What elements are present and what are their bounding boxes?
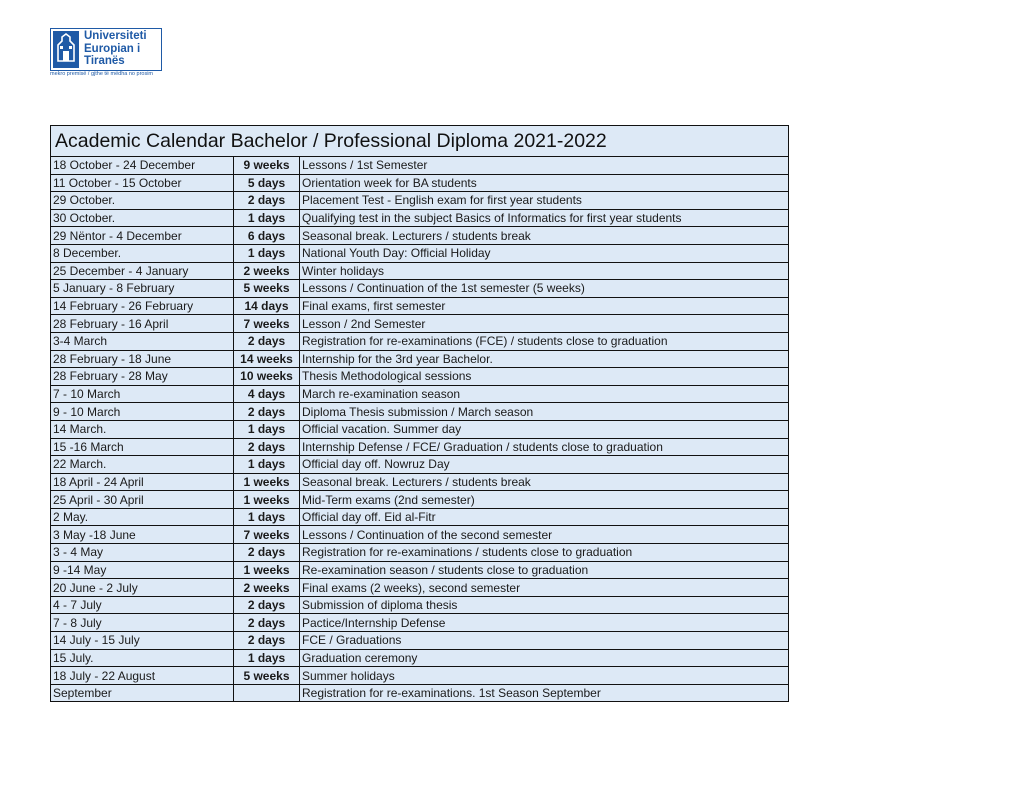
- table-row: [51, 596, 789, 614]
- duration-cell: 2 days: [234, 596, 300, 614]
- activity-cell: Re-examination season / students close to graduation: [300, 561, 789, 579]
- dates-cell: 4 - 7 July: [51, 596, 234, 614]
- duration-cell: 2 days: [234, 544, 300, 562]
- dates-cell: 7 - 8 July: [51, 614, 234, 632]
- duration-cell: 1 days: [234, 508, 300, 526]
- duration-cell: 1 weeks: [234, 473, 300, 491]
- dates-cell: 2 May.: [51, 508, 234, 526]
- logo-frame: [50, 28, 162, 71]
- activity-cell: Internship Defense / FCE/ Graduation / students close to graduation: [300, 438, 789, 456]
- table-row: [51, 403, 789, 421]
- duration-cell: 2 weeks: [234, 579, 300, 597]
- dates-cell: September: [51, 684, 234, 702]
- table-row: [51, 297, 789, 315]
- dates-cell: 15 -16 March: [51, 438, 234, 456]
- dates-cell: 15 July.: [51, 649, 234, 667]
- table-row: [51, 174, 789, 192]
- table-row: [51, 332, 789, 350]
- table-row: [51, 209, 789, 227]
- table-row: [51, 192, 789, 210]
- table-row: [51, 244, 789, 262]
- duration-cell: 1 days: [234, 244, 300, 262]
- table-row: [51, 473, 789, 491]
- activity-cell: Placement Test - English exam for first year students: [300, 192, 789, 210]
- dates-cell: 14 March.: [51, 420, 234, 438]
- duration-cell: 1 weeks: [234, 561, 300, 579]
- duration-cell: 7 weeks: [234, 315, 300, 333]
- activity-cell: Internship for the 3rd year Bachelor.: [300, 350, 789, 368]
- activity-cell: Graduation ceremony: [300, 649, 789, 667]
- activity-cell: Registration for re-examinations / students close to graduation: [300, 544, 789, 562]
- dates-cell: 11 October - 15 October: [51, 174, 234, 192]
- activity-cell: National Youth Day: Official Holiday: [300, 244, 789, 262]
- activity-cell: Final exams (2 weeks), second semester: [300, 579, 789, 597]
- activity-cell: Official day off. Eid al-Fitr: [300, 508, 789, 526]
- table-row: [51, 368, 789, 386]
- table-title: Academic Calendar Bachelor / Professional Diploma 2021-2022: [51, 126, 789, 157]
- dates-cell: 25 December - 4 January: [51, 262, 234, 280]
- activity-cell: Diploma Thesis submission / March season: [300, 403, 789, 421]
- table-row: [51, 667, 789, 685]
- duration-cell: 1 days: [234, 456, 300, 474]
- duration-cell: 1 days: [234, 420, 300, 438]
- duration-cell: 7 weeks: [234, 526, 300, 544]
- logo-name-line3: Tiranës: [84, 55, 125, 67]
- activity-cell: Qualifying test in the subject Basics of Informatics for first year students: [300, 209, 789, 227]
- dates-cell: 8 December.: [51, 244, 234, 262]
- logo-name-line2: Europian i: [84, 42, 141, 55]
- table-row: [51, 262, 789, 280]
- dates-cell: 18 October - 24 December: [51, 157, 234, 175]
- activity-cell: Summer holidays: [300, 667, 789, 685]
- activity-cell: Orientation week for BA students: [300, 174, 789, 192]
- duration-cell: [234, 684, 300, 702]
- activity-cell: Lessons / 1st Semester: [300, 157, 789, 175]
- dates-cell: 14 February - 26 February: [51, 297, 234, 315]
- table-row: [51, 350, 789, 368]
- table-row: [51, 438, 789, 456]
- dates-cell: 22 March.: [51, 456, 234, 474]
- table-row: [51, 315, 789, 333]
- dates-cell: 3-4 March: [51, 332, 234, 350]
- dates-cell: 18 April - 24 April: [51, 473, 234, 491]
- activity-cell: Final exams, first semester: [300, 297, 789, 315]
- dates-cell: 3 May -18 June: [51, 526, 234, 544]
- dates-cell: 14 July - 15 July: [51, 632, 234, 650]
- table-title-row: [51, 126, 789, 157]
- duration-cell: 2 days: [234, 438, 300, 456]
- duration-cell: 2 days: [234, 192, 300, 210]
- duration-cell: 1 days: [234, 209, 300, 227]
- activity-cell: Winter holidays: [300, 262, 789, 280]
- duration-cell: 14 weeks: [234, 350, 300, 368]
- table-row: [51, 227, 789, 245]
- duration-cell: 10 weeks: [234, 368, 300, 386]
- table-row: [51, 157, 789, 175]
- dates-cell: 29 October.: [51, 192, 234, 210]
- dates-cell: 28 February - 28 May: [51, 368, 234, 386]
- duration-cell: 2 days: [234, 632, 300, 650]
- logo-name-line1: Universiteti: [84, 30, 147, 42]
- table-row: [51, 649, 789, 667]
- table-row: [51, 561, 789, 579]
- table-row: [51, 579, 789, 597]
- activity-cell: Registration for re-examinations. 1st Season September: [300, 684, 789, 702]
- dates-cell: 28 February - 18 June: [51, 350, 234, 368]
- duration-cell: 2 days: [234, 614, 300, 632]
- duration-cell: 5 weeks: [234, 280, 300, 298]
- dates-cell: 25 April - 30 April: [51, 491, 234, 509]
- activity-cell: Official day off. Nowruz Day: [300, 456, 789, 474]
- duration-cell: 1 days: [234, 649, 300, 667]
- duration-cell: 9 weeks: [234, 157, 300, 175]
- activity-cell: Submission of diploma thesis: [300, 596, 789, 614]
- activity-cell: FCE / Graduations: [300, 632, 789, 650]
- activity-cell: Lesson / 2nd Semester: [300, 315, 789, 333]
- table-row: [51, 684, 789, 702]
- activity-cell: Lessons / Continuation of the 1st semester (5 weeks): [300, 280, 789, 298]
- table-row: [51, 385, 789, 403]
- duration-cell: 5 weeks: [234, 667, 300, 685]
- logo-building-icon: [53, 31, 79, 68]
- dates-cell: 7 - 10 March: [51, 385, 234, 403]
- dates-cell: 29 Nëntor - 4 December: [51, 227, 234, 245]
- activity-cell: Mid-Term exams (2nd semester): [300, 491, 789, 509]
- table-row: [51, 508, 789, 526]
- duration-cell: 6 days: [234, 227, 300, 245]
- table-row: [51, 526, 789, 544]
- duration-cell: 1 weeks: [234, 491, 300, 509]
- activity-cell: Pactice/Internship Defense: [300, 614, 789, 632]
- table-row: [51, 614, 789, 632]
- activity-cell: Lessons / Continuation of the second semester: [300, 526, 789, 544]
- logo-wordmark: [84, 30, 147, 68]
- university-logo: [50, 28, 162, 78]
- activity-cell: Thesis Methodological sessions: [300, 368, 789, 386]
- duration-cell: 14 days: [234, 297, 300, 315]
- table-row: [51, 280, 789, 298]
- table-row: [51, 491, 789, 509]
- dates-cell: 18 July - 22 August: [51, 667, 234, 685]
- dates-cell: 9 - 10 March: [51, 403, 234, 421]
- activity-cell: Registration for re-examinations (FCE) / students close to graduation: [300, 332, 789, 350]
- table-row: [51, 420, 789, 438]
- table-row: [51, 456, 789, 474]
- duration-cell: 2 days: [234, 403, 300, 421]
- activity-cell: Official vacation. Summer day: [300, 420, 789, 438]
- logo-tagline: mekro premisë / gjthe të mëdha no prosim: [50, 71, 154, 77]
- duration-cell: 4 days: [234, 385, 300, 403]
- dates-cell: 5 January - 8 February: [51, 280, 234, 298]
- academic-calendar-table: [50, 125, 789, 702]
- activity-cell: Seasonal break. Lecturers / students break: [300, 473, 789, 491]
- dates-cell: 9 -14 May: [51, 561, 234, 579]
- activity-cell: Seasonal break. Lecturers / students break: [300, 227, 789, 245]
- duration-cell: 5 days: [234, 174, 300, 192]
- dates-cell: 3 - 4 May: [51, 544, 234, 562]
- table-row: [51, 544, 789, 562]
- dates-cell: 20 June - 2 July: [51, 579, 234, 597]
- duration-cell: 2 weeks: [234, 262, 300, 280]
- dates-cell: 28 February - 16 April: [51, 315, 234, 333]
- duration-cell: 2 days: [234, 332, 300, 350]
- table-row: [51, 632, 789, 650]
- dates-cell: 30 October.: [51, 209, 234, 227]
- activity-cell: March re-examination season: [300, 385, 789, 403]
